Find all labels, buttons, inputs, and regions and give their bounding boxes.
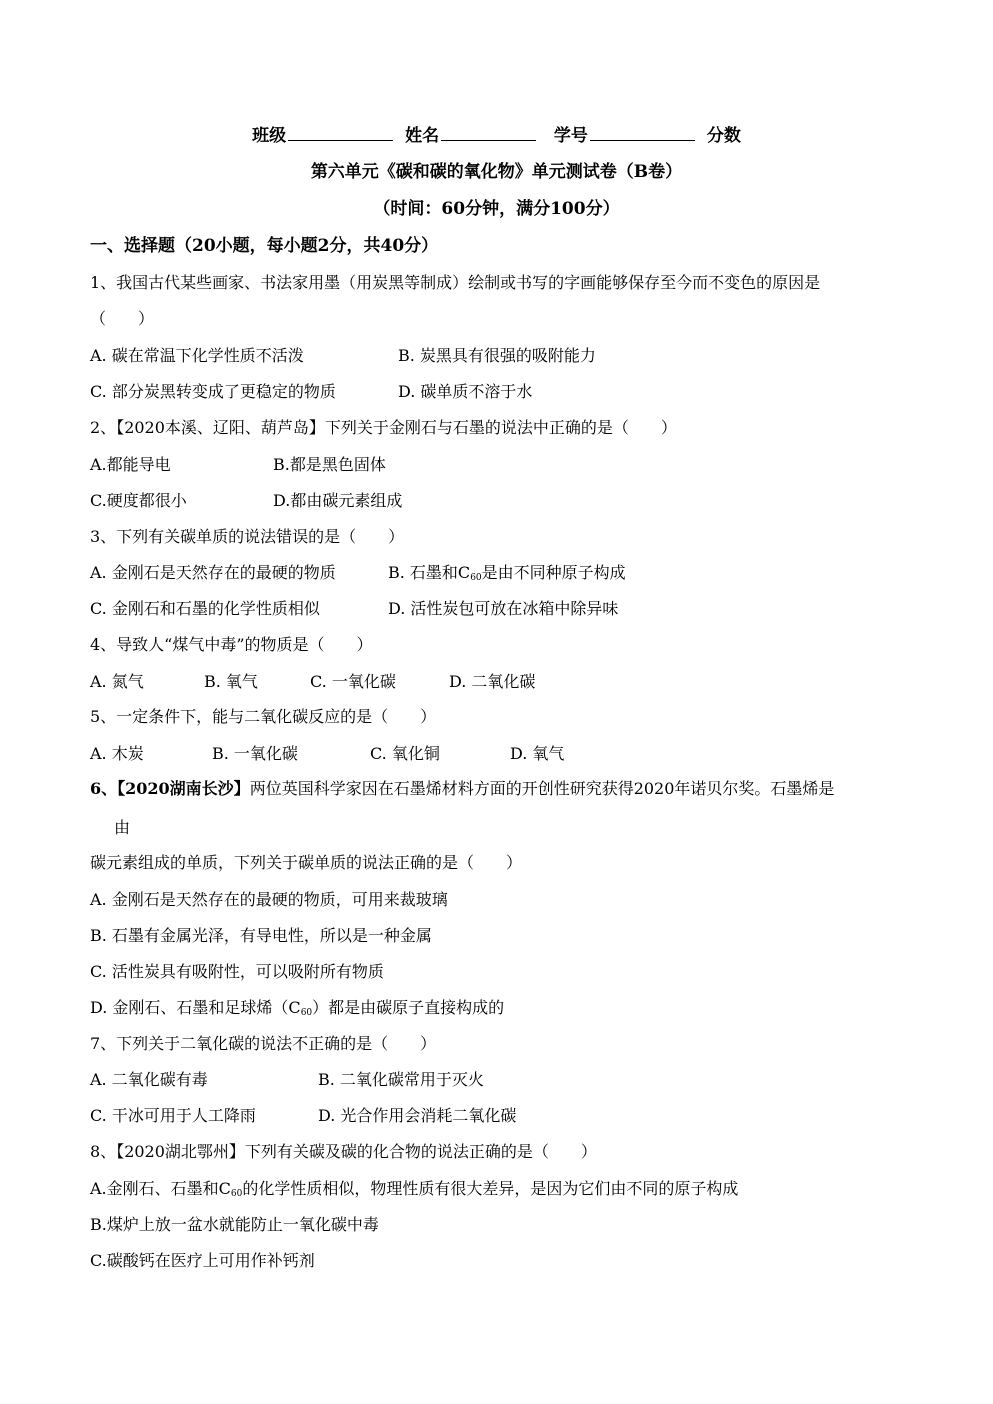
- q2-source: 【2020本溪、辽阳、葫芦岛】: [116, 418, 325, 437]
- q7-option-a: A. 二氧化碳有毒: [90, 1070, 208, 1089]
- q5-stem: 5、一定条件下，能与二氧化碳反应的是（ ）: [90, 707, 437, 726]
- time-note: （时间：60分钟，满分100分）: [373, 199, 620, 219]
- q1-option-c: C. 部分炭黑转变成了更稳定的物质: [90, 382, 336, 401]
- q8-text: 下列有关碳及碳的化合物的说法正确的是（ ）: [244, 1142, 597, 1161]
- q3-option-c: C. 金刚石和石墨的化学性质相似: [90, 599, 320, 618]
- q8-option-a-post: 的化学性质相似，物理性质有很大差异，是因为它们由不同的原子构成: [242, 1179, 739, 1198]
- q2-num: 2、: [90, 418, 117, 437]
- q6-option-c: C. 活性炭具有吸附性，可以吸附所有物质: [90, 962, 384, 981]
- q6-option-d-sub: 60: [300, 1008, 313, 1018]
- q7-option-c: C. 干冰可用于人工降雨: [90, 1106, 256, 1125]
- name-blank[interactable]: [441, 124, 536, 141]
- q4-option-c: C. 一氧化碳: [310, 672, 396, 691]
- q5-option-b: B. 一氧化碳: [212, 744, 298, 763]
- q6-option-a: A. 金刚石是天然存在的最硬的物质，可用来裁玻璃: [90, 890, 448, 909]
- q3-option-b-pre: B. 石墨和C: [388, 563, 471, 582]
- q1-option-b: B. 炭黑具有很强的吸附能力: [398, 346, 596, 365]
- q2-option-b: B.都是黑色固体: [273, 455, 386, 474]
- q7-option-b: B. 二氧化碳常用于灭火: [318, 1070, 484, 1089]
- q1-stem: 1、我国古代某些画家、书法家用墨（用炭黑等制成）绘制或书写的字画能够保存至今而不变色的原因是: [90, 273, 821, 292]
- q1-answer-paren: （ ）: [90, 309, 155, 328]
- q5-option-a: A. 木炭: [90, 744, 144, 763]
- q6-stem-wrap: 由: [114, 818, 131, 837]
- q3-option-d: D. 活性炭包可放在冰箱中除异味: [388, 599, 619, 618]
- name-label: 姓名: [405, 126, 440, 146]
- q6-num: 6、: [90, 779, 118, 798]
- q6-option-b: B. 石墨有金属光泽，有导电性，所以是一种金属: [90, 926, 432, 945]
- q3-option-b: [388, 563, 626, 588]
- q1-option-a: A. 碳在常温下化学性质不活泼: [90, 346, 304, 365]
- q8-option-a-sub: 60: [230, 1189, 243, 1199]
- q4-stem: 4、导致人“煤气中毒”的物质是（ ）: [90, 635, 373, 654]
- number-label: 学号: [553, 126, 588, 146]
- q8-stem: [90, 1142, 597, 1162]
- q7-stem: 7、下列关于二氧化碳的说法不正确的是（ ）: [90, 1034, 437, 1053]
- q6-option-d-post: ）都是由碳原子直接构成的: [312, 998, 505, 1017]
- q8-source: 【2020湖北鄂州】: [116, 1142, 245, 1161]
- q8-option-c: C.碳酸钙在医疗上可用作补钙剂: [90, 1251, 315, 1270]
- q6-option-d-pre: D. 金刚石、石墨和足球烯（C: [90, 998, 301, 1017]
- q8-option-a-pre: A.金刚石、石墨和C: [90, 1179, 231, 1198]
- q6-option-d: [90, 998, 504, 1023]
- page-title: 第六单元《碳和碳的氧化物》单元测试卷（B卷）: [310, 162, 683, 182]
- q4-option-a: A. 氮气: [90, 672, 144, 691]
- q2-text: 下列关于金刚石与石墨的说法中正确的是（ ）: [324, 418, 677, 437]
- class-blank[interactable]: [288, 124, 393, 141]
- q6-stem: [90, 779, 834, 799]
- q8-option-a: [90, 1179, 738, 1204]
- q3-option-b-sub: 60: [470, 573, 482, 583]
- q3-stem: 3、下列有关碳单质的说法错误的是（ ）: [90, 527, 405, 546]
- number-blank[interactable]: [590, 124, 695, 141]
- q2-option-c: C.硬度都很小: [90, 491, 187, 510]
- q7-option-d: D. 光合作用会消耗二氧化碳: [318, 1106, 517, 1125]
- q1-option-d: D. 碳单质不溶于水: [398, 382, 533, 401]
- q6-source: 【2020湖南长沙】: [117, 779, 250, 798]
- q8-num: 8、: [90, 1142, 117, 1161]
- q2-stem: [90, 418, 677, 438]
- q3-option-b-post: 是由不同种原子构成: [481, 563, 626, 582]
- class-label: 班级: [252, 126, 287, 146]
- q2-option-d: D.都由碳元素组成: [273, 491, 403, 510]
- q5-option-c: C. 氧化铜: [370, 744, 440, 763]
- section-heading: 一、选择题（20小题，每小题2分，共40分）: [90, 236, 439, 256]
- q8-option-b: B.煤炉上放一盆水就能防止一氧化碳中毒: [90, 1215, 379, 1234]
- q6-text: 两位英国科学家因在石墨烯材料方面的开创性研究获得2020年诺贝尔奖。石墨烯是: [249, 779, 835, 798]
- q6-stem-2: 碳元素组成的单质，下列关于碳单质的说法正确的是（ ）: [90, 853, 523, 872]
- score-label: 分数: [706, 126, 741, 146]
- student-info-line: [0, 124, 993, 147]
- q2-option-a: A.都能导电: [90, 455, 171, 474]
- q5-option-d: D. 氧气: [510, 744, 565, 763]
- q4-option-b: B. 氧气: [204, 672, 258, 691]
- q3-option-a: A. 金刚石是天然存在的最硬的物质: [90, 563, 336, 582]
- q4-option-d: D. 二氧化碳: [449, 672, 536, 691]
